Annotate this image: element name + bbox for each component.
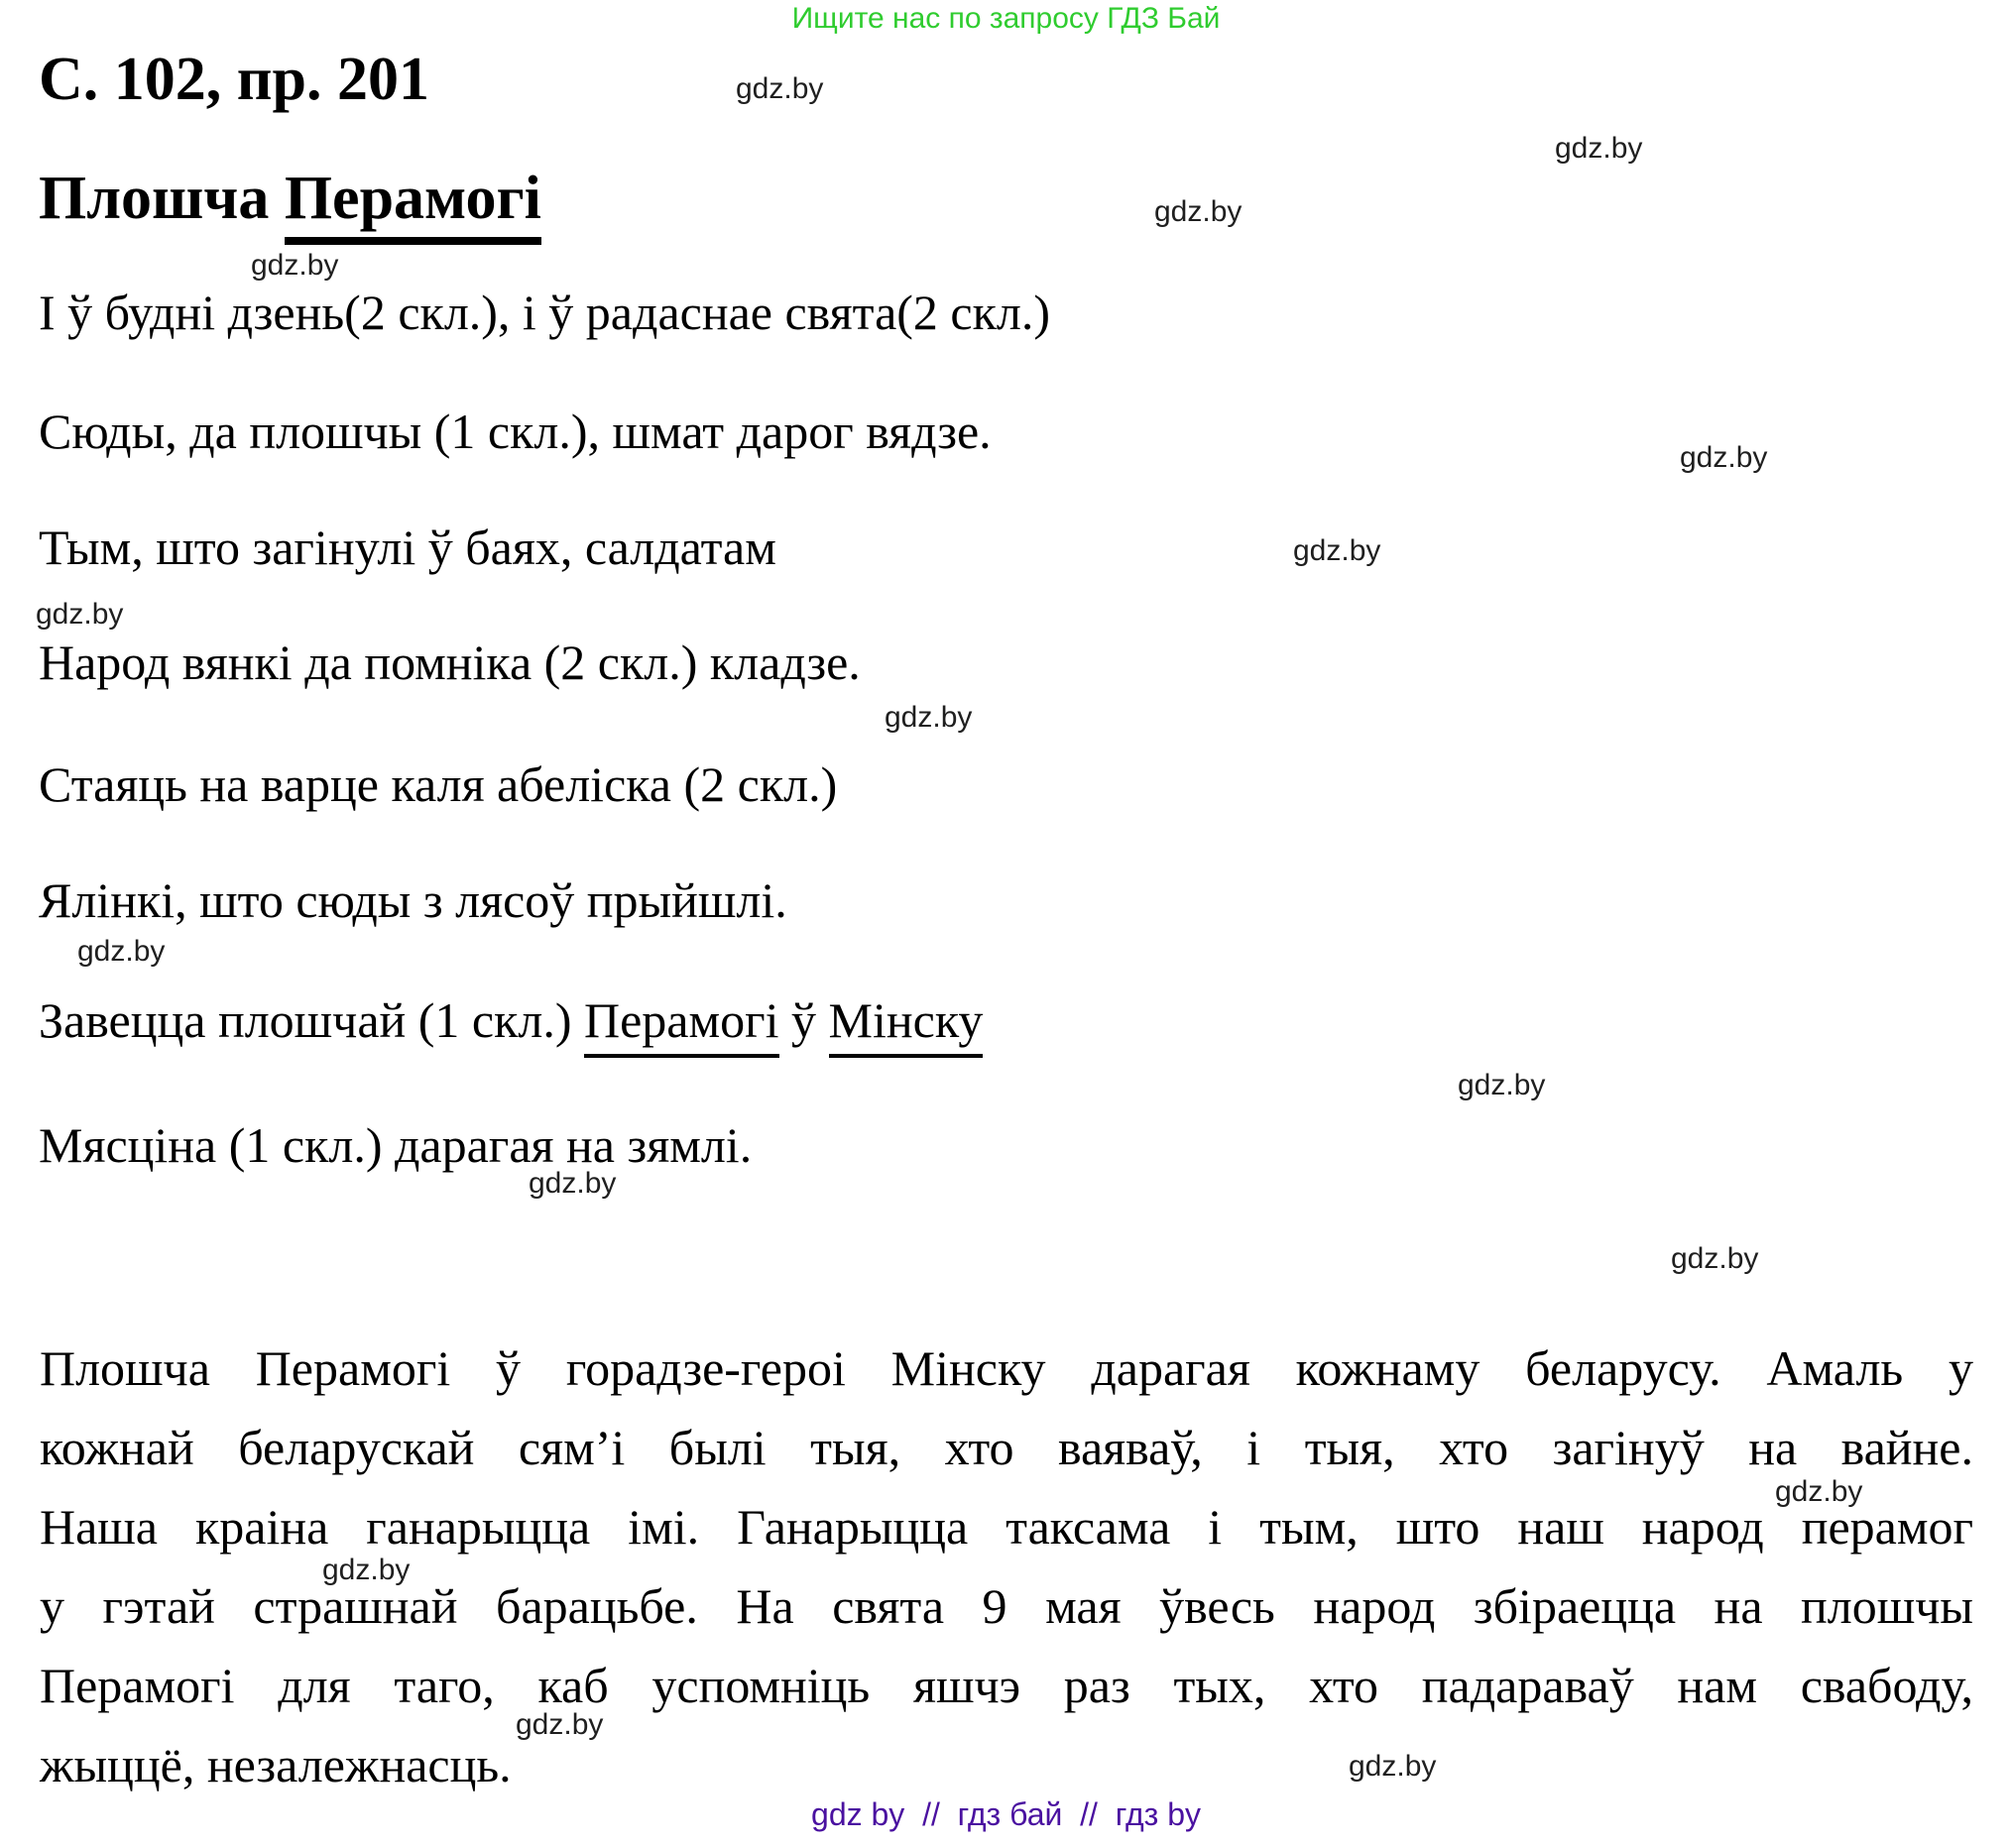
plain-text: Стаяць на варце каля абеліска (2 скл.) [39, 756, 838, 812]
gdz-watermark: gdz.by [322, 1554, 411, 1586]
paragraph-line: Наша краіна ганарыцца імі. Ганарыцца таксама і тым, што наш народ перамог [40, 1499, 1973, 1555]
poem-line [39, 632, 861, 693]
gdz-watermark: gdz.by [736, 72, 824, 105]
gdz-watermark: gdz.by [36, 598, 124, 631]
gdz-watermark: gdz.by [1671, 1242, 1759, 1275]
gdz-watermark: gdz.by [529, 1167, 617, 1200]
gdz-watermark: gdz.by [251, 249, 339, 282]
plain-text: Завецца плошчай (1 скл.) [39, 992, 584, 1048]
paragraph-line: Плошча Перамогі ў горадзе-героі Мінску дарагая кожнаму беларусу. Амаль у [40, 1340, 1973, 1396]
plain-text: Мясціна (1 скл.) дарагая на зямлі. [39, 1117, 753, 1173]
poem-line [39, 1114, 752, 1176]
underlined-text: Мінску [829, 992, 984, 1058]
gdz-watermark: gdz.by [1293, 534, 1381, 567]
paragraph-line: кожнай беларускай сям’і былі тыя, хто ваяваў, і тыя, хто загінуў на вайне. [40, 1420, 1973, 1475]
poem-title [39, 165, 541, 232]
gdz-watermark: gdz.by [1154, 195, 1243, 228]
poem-line [39, 753, 837, 815]
plain-text: Сюды, да плошчы (1 скл.), шмат дарог вядзе. [39, 404, 992, 459]
plain-text: ў [778, 992, 829, 1048]
plain-text: І ў будні дзень(2 скл.), і ў радаснае свята(2 скл.) [39, 285, 1050, 340]
plain-text: Народ вянкі да помніка (2 скл.) кладзе. [39, 635, 861, 690]
gdz-watermark: gdz.by [1680, 441, 1768, 474]
paragraph-line: Перамогі для таго, каб успомніць яшчэ раз тых, хто падараваў нам свабоду, [40, 1658, 1973, 1713]
promo-banner: Ищите нас по запросу ГДЗ Бай [791, 2, 1221, 35]
poem-line [39, 989, 983, 1051]
footer-links: gdz by // гдз бай // гдз by [811, 1796, 1201, 1832]
poem-line [39, 869, 787, 931]
gdz-watermark: gdz.by [1555, 132, 1643, 165]
plain-text: Тым, што загінулі ў баях, салдатам [39, 520, 776, 575]
page-heading: С. 102, пр. 201 [39, 46, 429, 113]
gdz-watermark: gdz.by [77, 935, 166, 968]
poem-line [39, 401, 992, 462]
gdz-watermark: gdz.by [885, 701, 973, 734]
paragraph-line: у гэтай страшнай барацьбе. На свята 9 мая ўвесь народ збіраецца на плошчы [40, 1578, 1973, 1634]
gdz-watermark: gdz.by [1775, 1475, 1863, 1508]
poem-line [39, 282, 1050, 343]
gdz-watermark: gdz.by [1349, 1750, 1437, 1783]
gdz-watermark: gdz.by [516, 1708, 604, 1741]
gdz-watermark: gdz.by [1458, 1069, 1546, 1101]
plain-text: Плошча [39, 165, 285, 232]
plain-text: Ялінкі, што сюды з лясоў прыйшлі. [39, 872, 787, 928]
underlined-text: Перамогі [584, 992, 779, 1058]
poem-line [39, 517, 776, 578]
paragraph-line: жыццё, незалежнасць. [40, 1737, 512, 1792]
underlined-text: Перамогі [285, 165, 541, 245]
